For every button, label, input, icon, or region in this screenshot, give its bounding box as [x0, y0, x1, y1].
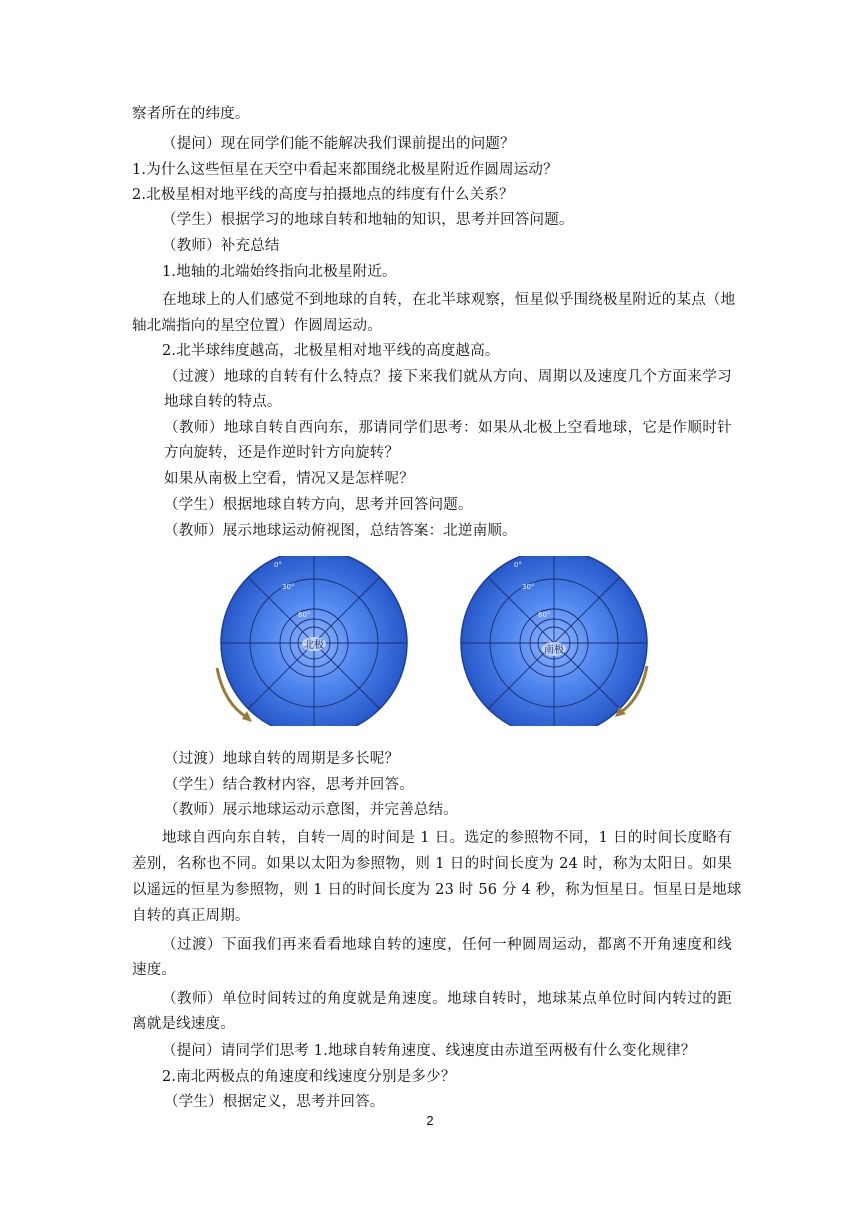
- paragraph: 方向旋转，还是作逆时针方向旋转？: [164, 445, 400, 461]
- lat-label-60: 60°: [298, 611, 311, 619]
- paragraph: 轴北端指向的星空位置）作圆周运动。: [132, 318, 382, 334]
- lat-label-30: 30°: [282, 583, 295, 591]
- paragraph: （过渡）下面我们再来看看地球自转的速度，任何一种圆周运动，都离不开角速度和线: [162, 937, 732, 953]
- paragraph: （过渡）地球自转的周期是多长呢？: [164, 751, 400, 767]
- paragraph: 地球自西向东自转，自转一周的时间是 1 日。选定的参照物不同，1 日的时间长度略有: [162, 830, 732, 846]
- paragraph: 2.北极星相对地平线的高度与拍摄地点的纬度有什么关系？: [132, 187, 514, 203]
- paragraph: （教师）补充总结: [162, 238, 280, 254]
- paragraph: （提问）现在同学们能不能解决我们课前提出的问题？: [162, 136, 515, 152]
- north-pole-globe: [212, 556, 412, 726]
- pole-label: 北极: [304, 640, 324, 651]
- paragraph: 1.地轴的北端始终指向北极星附近。: [162, 264, 397, 280]
- paragraph: 地球自转的特点。: [164, 394, 282, 410]
- pole-label: 南极: [544, 645, 564, 656]
- page-number: 2: [426, 1113, 434, 1128]
- lat-label-0: 0°: [274, 561, 282, 569]
- paragraph: （教师）地球自转自西向东，那请同学们思考：如果从北极上空看地球，它是作顺时针: [164, 420, 732, 436]
- paragraph: （教师）展示地球运动示意图，并完善总结。: [164, 802, 458, 818]
- paragraph: （学生）结合教材内容，思考并回答。: [164, 777, 414, 793]
- paragraph: 在地球上的人们感觉不到地球的自转，在北半球观察，恒星似乎围绕极星附近的某点（地: [162, 292, 736, 308]
- paragraph: （过渡）地球的自转有什么特点？接下来我们就从方向、周期以及速度几个方面来学习: [164, 369, 732, 385]
- south-pole-globe: [455, 556, 655, 726]
- paragraph: 以遥远的恒星为参照物，则 1 日的时间长度为 23 时 56 分 4 秒，称为恒星日。恒星日是地球: [132, 882, 742, 898]
- lat-label-0: 0°: [514, 561, 522, 569]
- paragraph: （教师）单位时间转过的角度就是角速度。地球自转时，地球某点单位时间内转过的距: [162, 991, 732, 1007]
- paragraph: 自转的真正周期。: [132, 908, 250, 924]
- paragraph: 察者所在的纬度。: [132, 106, 250, 122]
- paragraph: 如果从南极上空看，情况又是怎样呢？: [164, 471, 414, 487]
- paragraph: 2.北半球纬度越高，北极星相对地平线的高度越高。: [162, 343, 500, 359]
- paragraph: 离就是线速度。: [132, 1016, 235, 1032]
- paragraph: （学生）根据地球自转方向，思考并回答问题。: [164, 497, 473, 513]
- paragraph: （提问）请同学们思考 1.地球自转角速度、线速度由赤道至两极有什么变化规律？: [162, 1043, 696, 1059]
- lat-label-30: 30°: [522, 583, 535, 591]
- paragraph: （教师）展示地球运动俯视图，总结答案：北逆南顺。: [164, 523, 517, 539]
- globe-figure: [0, 556, 860, 732]
- paragraph: 速度。: [132, 962, 177, 978]
- paragraph: （学生）根据学习的地球自转和地轴的知识，思考并回答问题。: [162, 212, 574, 228]
- paragraph: （学生）根据定义，思考并回答。: [164, 1094, 385, 1110]
- lat-label-60: 60°: [538, 611, 551, 619]
- paragraph: 2.南北两极点的角速度和线速度分别是多少？: [162, 1069, 456, 1085]
- paragraph: 差别，名称也不同。如果以太阳为参照物，则 1 日的时间长度为 24 时，称为太阳日。如果: [132, 856, 732, 872]
- paragraph: 1.为什么这些恒星在天空中看起来都围绕北极星附近作圆周运动？: [132, 162, 558, 178]
